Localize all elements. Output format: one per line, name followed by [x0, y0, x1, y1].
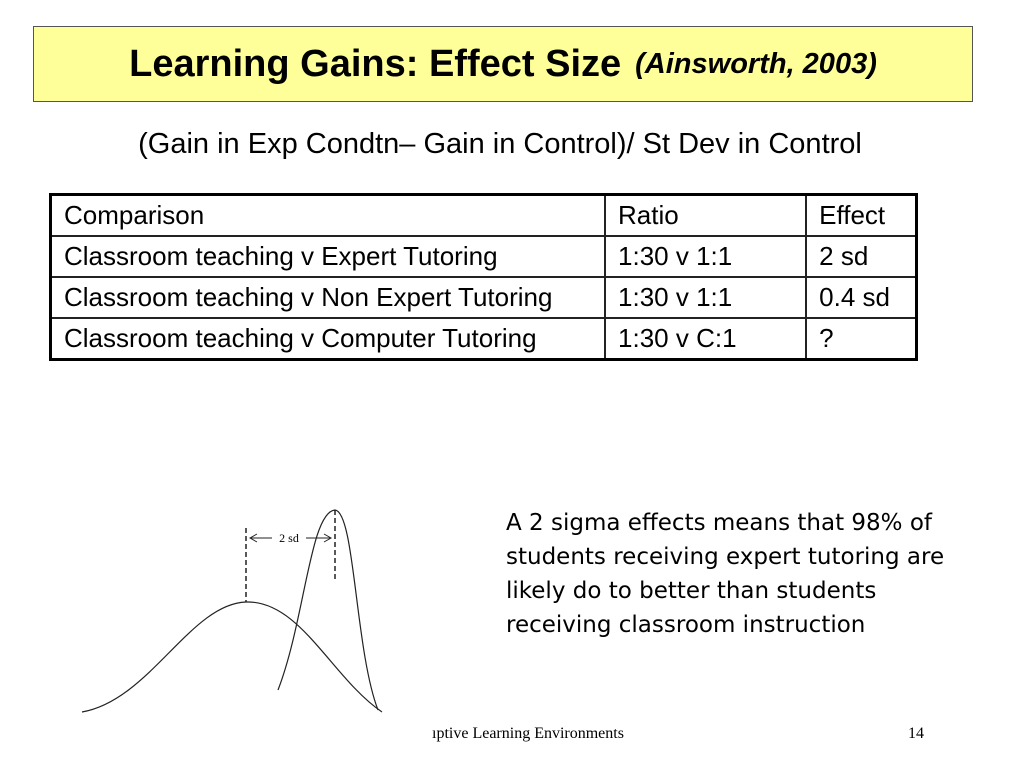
title-citation: (Ainsworth, 2003)	[635, 47, 877, 80]
table-header-row	[51, 195, 917, 237]
cell-comparison: Classroom teaching v Expert Tutoring	[51, 236, 606, 277]
cell-comparison: Classroom teaching v Computer Tutoring	[51, 318, 606, 360]
table-row	[51, 318, 917, 360]
table-row	[51, 236, 917, 277]
control-distribution-curve	[82, 602, 382, 712]
cell-ratio: 1:30 v 1:1	[605, 236, 806, 277]
distribution-figure	[70, 500, 390, 720]
header-comparison: Comparison	[51, 195, 606, 237]
slide-footer	[0, 725, 1024, 747]
comparison-table	[49, 193, 918, 361]
page-number: 14	[908, 725, 924, 742]
cell-effect: 2 sd	[806, 236, 916, 277]
header-ratio: Ratio	[605, 195, 806, 237]
cell-comparison: Classroom teaching v Non Expert Tutoring	[51, 277, 606, 318]
title-box	[33, 26, 973, 102]
cell-ratio: 1:30 v 1:1	[605, 277, 806, 318]
slide-title: Learning Gains: Effect Size	[129, 42, 622, 85]
slide-subtitle: (Gain in Exp Condtn– Gain in Control)/ St Dev in Control	[138, 128, 862, 160]
header-effect: Effect	[806, 195, 916, 237]
footer-text: ıptive Learning Environments	[432, 725, 624, 742]
sigma-note: A 2 sigma effects means that 98% of students receiving expert tutoring are likely do to better than students receiving classroom instruction	[506, 510, 945, 638]
gap-label: 2 sd	[279, 531, 299, 545]
cell-effect: 0.4 sd	[806, 277, 916, 318]
table-row	[51, 277, 917, 318]
cell-effect: ?	[806, 318, 916, 360]
cell-ratio: 1:30 v C:1	[605, 318, 806, 360]
